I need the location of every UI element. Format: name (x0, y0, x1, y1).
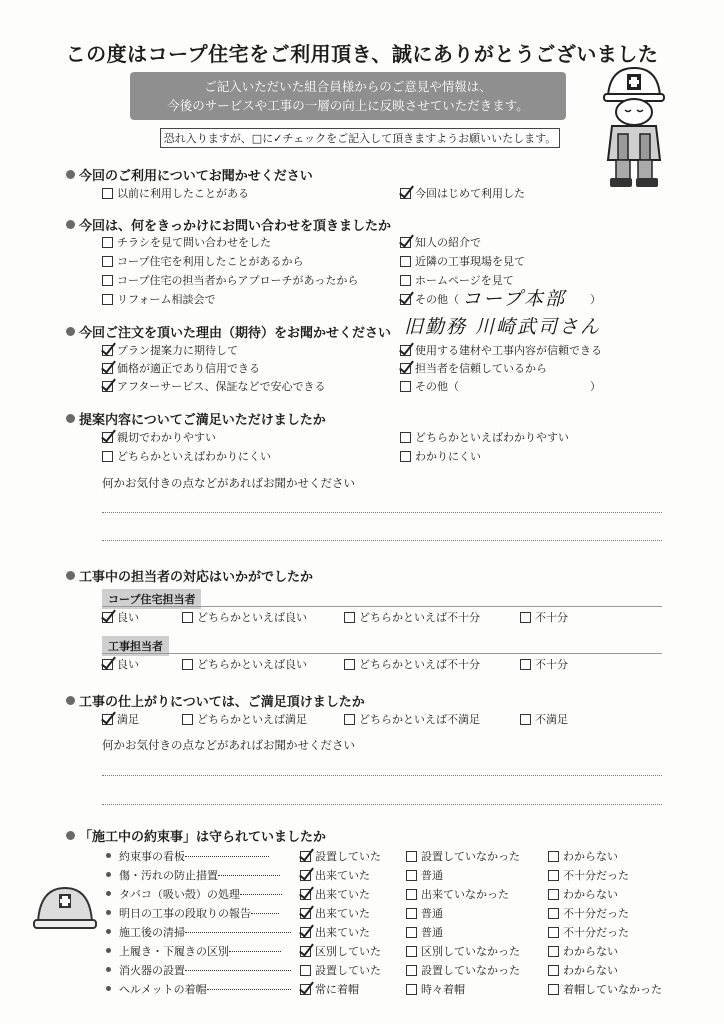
checkbox[interactable] (548, 908, 559, 919)
q7-row8-option-3[interactable]: 着帽していなかった (548, 983, 662, 997)
q7-row1-option-3[interactable]: わからない (548, 850, 618, 864)
checkbox-checked[interactable] (102, 363, 113, 374)
q7-row5-option-2[interactable]: 普通 (406, 926, 443, 940)
checkbox[interactable] (406, 965, 417, 976)
q2-left-option-1[interactable]: チラシを見て問い合わせをした (102, 236, 271, 250)
q7-item-7: 消火器の設置 (106, 964, 291, 978)
construction-staff-option-1[interactable]: 良い (102, 658, 139, 672)
q4-comment-line-1[interactable] (102, 512, 662, 513)
checkbox-checked[interactable] (102, 612, 113, 623)
q7-item-1: 約束事の看板 (106, 850, 269, 864)
checkbox[interactable] (102, 294, 113, 305)
checkbox-checked[interactable] (102, 381, 113, 392)
q7-row7-option-3[interactable]: わからない (548, 964, 618, 978)
bullet-icon (66, 696, 75, 705)
q7-item-6: 上履き・下履きの区別 (106, 945, 281, 959)
bullet-icon (106, 948, 111, 953)
q6-comment-prompt: 何かお気付きの点などがあればお聞かせください (102, 738, 355, 752)
q2-left-option-3[interactable]: コープ住宅の担当者からアプローチがあったから (102, 274, 358, 288)
checkbox[interactable] (102, 275, 113, 286)
construction-staff-option-2[interactable]: どちらかといえば良い (182, 658, 307, 672)
checkbox[interactable] (300, 965, 311, 976)
q7-row3-option-1[interactable]: 出来ていた (300, 888, 370, 902)
coop-staff-tag: コープ住宅担当者 (102, 589, 201, 609)
q1-option-1[interactable]: 以前に利用したことがある (102, 187, 249, 201)
checkbox-checked[interactable] (102, 432, 113, 443)
q4-comment-prompt: 何かお気付きの点などがあればお聞かせください (102, 476, 355, 490)
q7-item-2: 傷・汚れの防止措置 (106, 869, 280, 883)
q7-row7-option-2[interactable]: 設置していなかった (406, 964, 520, 978)
bullet-icon (106, 967, 111, 972)
q2-right-option-3[interactable]: ホームページを見て (400, 274, 514, 288)
q7-row8-option-2[interactable]: 時々着帽 (406, 983, 465, 997)
q2-right-option-4[interactable]: その他（ (400, 293, 459, 307)
q7-row4-option-3[interactable]: 不十分だった (548, 907, 629, 921)
bullet-icon (106, 872, 111, 877)
q6-title: 工事の仕上がりについては、ご満足頂けましたか (66, 691, 365, 710)
info-banner (130, 72, 566, 120)
checkbox-checked[interactable] (102, 714, 113, 725)
checkbox[interactable] (548, 965, 559, 976)
checkbox-checked[interactable] (400, 363, 411, 374)
q7-item-8: ヘルメットの着帽 (106, 983, 291, 997)
leader-dots (207, 989, 291, 990)
checkbox-checked[interactable] (300, 984, 311, 995)
checkbox[interactable] (406, 889, 417, 900)
q7-title: 「施工中の約束事」は守られていましたか (66, 826, 326, 845)
q4-comment-line-2[interactable] (102, 540, 662, 541)
q7-row8-option-1[interactable]: 常に着帽 (300, 983, 359, 997)
q7-row3-option-2[interactable]: 出来ていなかった (406, 888, 509, 902)
q1-title: 今回のご利用についてお聞かせください (66, 165, 313, 184)
checkbox[interactable] (520, 659, 531, 670)
checkbox[interactable] (400, 381, 411, 392)
q4-right-option-2[interactable]: わかりにくい (400, 450, 481, 464)
q6-option-4[interactable]: 不満足 (520, 713, 568, 727)
q2-left-option-4[interactable]: リフォーム相談会で (102, 293, 215, 307)
checkbox-checked[interactable] (300, 870, 311, 881)
checkbox[interactable] (182, 612, 193, 623)
q7-row3-option-3[interactable]: わからない (548, 888, 618, 902)
checkbox[interactable] (406, 908, 417, 919)
checkbox[interactable] (400, 275, 411, 286)
checkbox[interactable] (400, 256, 411, 267)
q7-row2-option-1[interactable]: 出来ていた (300, 869, 370, 883)
checkbox-checked[interactable] (102, 345, 113, 356)
divider (102, 653, 662, 654)
bullet-icon (66, 571, 75, 580)
q3-left-option-3[interactable]: アフターサービス、保証などで安心できる (102, 380, 326, 394)
checkbox-checked[interactable] (300, 908, 311, 919)
q7-row5-option-3[interactable]: 不十分だった (548, 926, 629, 940)
worker-mascot-illustration (598, 64, 670, 192)
banner-line-1: ご記入いただいた組合員様からのご意見や情報は、 (204, 79, 492, 94)
q7-row4-option-2[interactable]: 普通 (406, 907, 443, 921)
q6-comment-line-1[interactable] (102, 775, 662, 776)
q3-left-option-1[interactable]: プラン提案力に期待して (102, 344, 238, 358)
checkbox-checked[interactable] (300, 927, 311, 938)
checkbox-checked[interactable] (300, 851, 311, 862)
coop-staff-option-4[interactable]: 不十分 (520, 611, 568, 625)
checkbox[interactable] (344, 612, 355, 623)
bullet-icon (106, 986, 111, 991)
q3-right-option-2[interactable]: 担当者を信頼しているから (400, 362, 547, 376)
q7-row2-option-2[interactable]: 普通 (406, 869, 443, 883)
checkbox[interactable] (102, 237, 113, 248)
q7-row5-option-1[interactable]: 出来ていた (300, 926, 370, 940)
q5-title: 工事中の担当者の対応はいかがでしたか (66, 566, 313, 585)
q3-other-close: ） (590, 380, 601, 393)
checkbox[interactable] (548, 870, 559, 881)
q7-item-4: 明日の工事の段取りの報告 (106, 907, 279, 921)
leader-dots (185, 970, 291, 971)
q2-left-option-2[interactable]: コープ住宅を利用したことがあるから (102, 255, 303, 269)
leader-dots (251, 913, 279, 914)
q4-right-option-1[interactable]: どちらかといえばわかりやすい (400, 431, 569, 445)
checkbox[interactable] (400, 432, 411, 443)
q4-left-option-1[interactable]: 親切でわかりやすい (102, 431, 216, 445)
checkbox-checked[interactable] (400, 237, 411, 248)
checkbox[interactable] (102, 188, 113, 199)
checkbox[interactable] (520, 714, 531, 725)
q4-left-option-2[interactable]: どちらかといえばわかりにくい (102, 450, 271, 464)
bullet-icon (66, 831, 75, 840)
checkbox[interactable] (400, 451, 411, 462)
q1-option-2[interactable]: 今回はじめて利用した (400, 187, 525, 201)
leader-dots (185, 932, 291, 933)
handwritten-other-text[interactable]: コープ本部 (462, 288, 567, 310)
divider (102, 606, 662, 607)
leader-dots (229, 951, 281, 952)
bullet-icon (66, 414, 75, 423)
checkbox[interactable] (182, 714, 193, 725)
coop-staff-option-2[interactable]: どちらかといえば良い (182, 611, 307, 625)
checkbox-checked[interactable] (400, 188, 411, 199)
bullet-icon (106, 853, 111, 858)
leader-dots (185, 856, 269, 857)
checkbox[interactable] (344, 659, 355, 670)
checkbox[interactable] (406, 927, 417, 938)
q2-right-option-1[interactable]: 知人の紹介で (400, 236, 481, 250)
checkbox-checked[interactable] (300, 889, 311, 900)
checkbox[interactable] (102, 256, 113, 267)
q7-item-5: 施工後の清掃 (106, 926, 291, 940)
q3-left-option-2[interactable]: 価格が適正であり信用できる (102, 362, 260, 376)
q7-row2-option-3[interactable]: 不十分だった (548, 869, 629, 883)
q7-item-3: タバコ（吸い殻）の処理 (106, 888, 282, 902)
checkbox[interactable] (548, 984, 559, 995)
checkbox[interactable] (548, 851, 559, 862)
checkbox[interactable] (182, 659, 193, 670)
checkbox-checked[interactable] (400, 294, 411, 305)
checkbox[interactable] (548, 927, 559, 938)
instruction-notice: 恐れ入りますが、□に✓チェックをご記入して頂きますようお願いいたします。 (160, 128, 560, 148)
checkbox[interactable] (102, 451, 113, 462)
q3-title: 今回ご注文を頂いた理由（期待）をお聞かせください (66, 322, 391, 341)
q7-row6-option-2[interactable]: 区別していなかった (406, 945, 520, 959)
leader-dots (218, 875, 280, 876)
bullet-icon (106, 910, 111, 915)
checkbox[interactable] (344, 714, 355, 725)
q2-right-option-2[interactable]: 近隣の工事現場を見て (400, 255, 525, 269)
checkbox-checked[interactable] (300, 946, 311, 957)
construction-staff-option-4[interactable]: 不十分 (520, 658, 568, 672)
checkbox[interactable] (548, 946, 559, 957)
construction-staff-tag: 工事担当者 (102, 636, 169, 656)
checkbox[interactable] (406, 851, 417, 862)
checkbox[interactable] (406, 984, 417, 995)
q3-right-option-3[interactable]: その他（ (400, 380, 459, 394)
q2-other-close: ） (590, 293, 601, 306)
banner-line-2: 今後のサービスや工事の一層の向上に反映させていただきます。 (167, 98, 529, 113)
checkbox[interactable] (548, 889, 559, 900)
checkbox-checked[interactable] (400, 345, 411, 356)
bullet-icon (106, 891, 111, 896)
q6-comment-line-2[interactable] (102, 804, 662, 805)
checkbox[interactable] (406, 870, 417, 881)
q4-title: 提案内容についてご満足いただけましたか (66, 409, 326, 428)
q7-row6-option-1[interactable]: 区別していた (300, 945, 381, 959)
bullet-icon (66, 327, 75, 336)
bullet-icon (106, 929, 111, 934)
coop-staff-option-3[interactable]: どちらかといえば不十分 (344, 611, 480, 625)
q6-option-2[interactable]: どちらかといえば満足 (182, 713, 307, 727)
helmet-icon (32, 882, 98, 932)
bullet-icon (66, 220, 75, 229)
q7-row6-option-3[interactable]: わからない (548, 945, 618, 959)
q7-row4-option-1[interactable]: 出来ていた (300, 907, 370, 921)
q7-row1-option-1[interactable]: 設置していた (300, 850, 381, 864)
page-title: この度はコープ住宅をご利用頂き、誠にありがとうございました (65, 42, 659, 66)
q7-row7-option-1[interactable]: 設置していた (300, 964, 381, 978)
q6-option-1[interactable]: 満足 (102, 713, 139, 727)
bullet-icon (66, 170, 75, 179)
checkbox[interactable] (406, 946, 417, 957)
coop-staff-option-1[interactable]: 良い (102, 611, 139, 625)
handwritten-note[interactable]: 旧勤務 川崎武司さん (404, 316, 602, 338)
checkbox-checked[interactable] (102, 659, 113, 670)
checkbox[interactable] (520, 612, 531, 623)
q6-option-3[interactable]: どちらかといえば不満足 (344, 713, 480, 727)
construction-staff-option-3[interactable]: どちらかといえば不十分 (344, 658, 480, 672)
leader-dots (240, 894, 282, 895)
q3-right-option-1[interactable]: 使用する建材や工事内容が信頼できる (400, 344, 602, 358)
q7-row1-option-2[interactable]: 設置していなかった (406, 850, 520, 864)
q2-title: 今回は、何をきっかけにお問い合わせを頂きましたか (66, 215, 391, 234)
